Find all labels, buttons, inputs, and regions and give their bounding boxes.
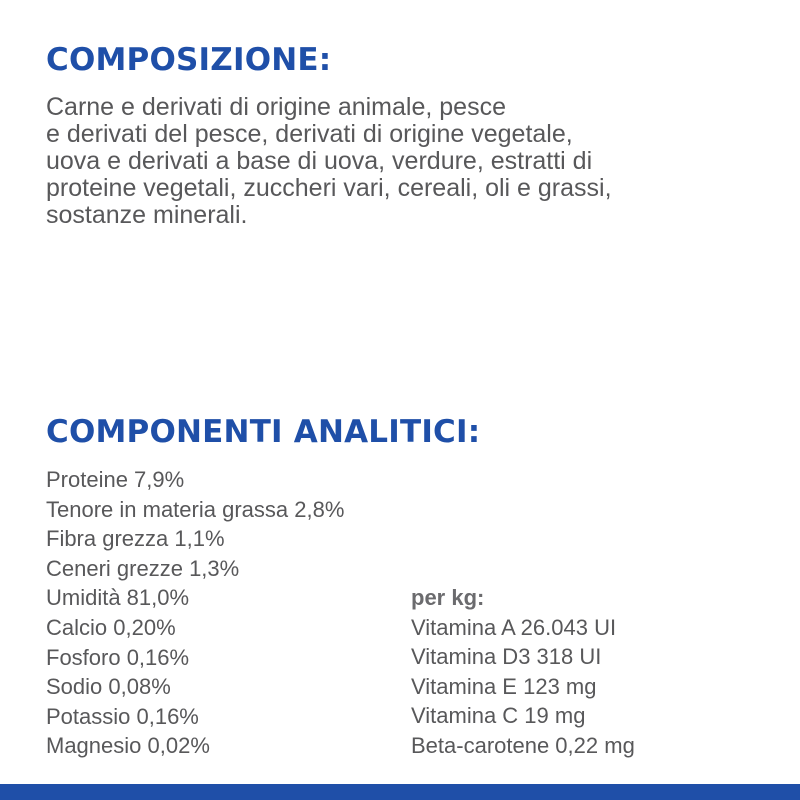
vitamins-per-kg bbox=[411, 583, 635, 761]
vitamin-item: Vitamina A 26.043 UI bbox=[411, 614, 617, 640]
analytic-item: Umidità 81,0% bbox=[46, 585, 190, 611]
composition-text bbox=[46, 94, 786, 229]
analytic-item: Calcio 0,20% bbox=[46, 614, 176, 640]
composition-line: Carne e derivati di origine animale, pesce bbox=[46, 93, 506, 121]
analytic-components-title: COMPONENTI ANALITICI: bbox=[46, 414, 481, 450]
vitamin-item: Vitamina C 19 mg bbox=[411, 703, 586, 729]
composition-line: sostanze minerali. bbox=[46, 201, 248, 229]
composition-title: COMPOSIZIONE: bbox=[46, 42, 332, 78]
vitamin-item: Vitamina D3 318 UI bbox=[411, 644, 602, 670]
bottom-brand-bar bbox=[0, 784, 800, 800]
analytic-item: Fosforo 0,16% bbox=[46, 644, 190, 670]
vitamin-item: Vitamina E 123 mg bbox=[411, 673, 597, 699]
analytic-item: Proteine 7,9% bbox=[46, 467, 185, 492]
composition-line: e derivati del pesce, derivati di origine vegetale, bbox=[46, 120, 573, 148]
analytic-item: Potassio 0,16% bbox=[46, 703, 199, 729]
analytic-item: Fibra grezza 1,1% bbox=[46, 526, 225, 552]
analytic-item: Sodio 0,08% bbox=[46, 674, 171, 700]
composition-line: proteine vegetali, zuccheri vari, cereali, oli e grassi, bbox=[46, 174, 612, 202]
analytic-item: Ceneri grezze 1,3% bbox=[46, 555, 240, 581]
composition-line: uova e derivati a base di uova, verdure, estratti di bbox=[46, 147, 593, 175]
analytic-components-list bbox=[46, 465, 344, 761]
analytic-item: Tenore in materia grassa 2,8% bbox=[46, 496, 345, 522]
vitamins-heading: per kg: bbox=[411, 585, 485, 610]
vitamin-item: Beta-carotene 0,22 mg bbox=[411, 732, 635, 758]
analytic-item: Magnesio 0,02% bbox=[46, 733, 210, 759]
